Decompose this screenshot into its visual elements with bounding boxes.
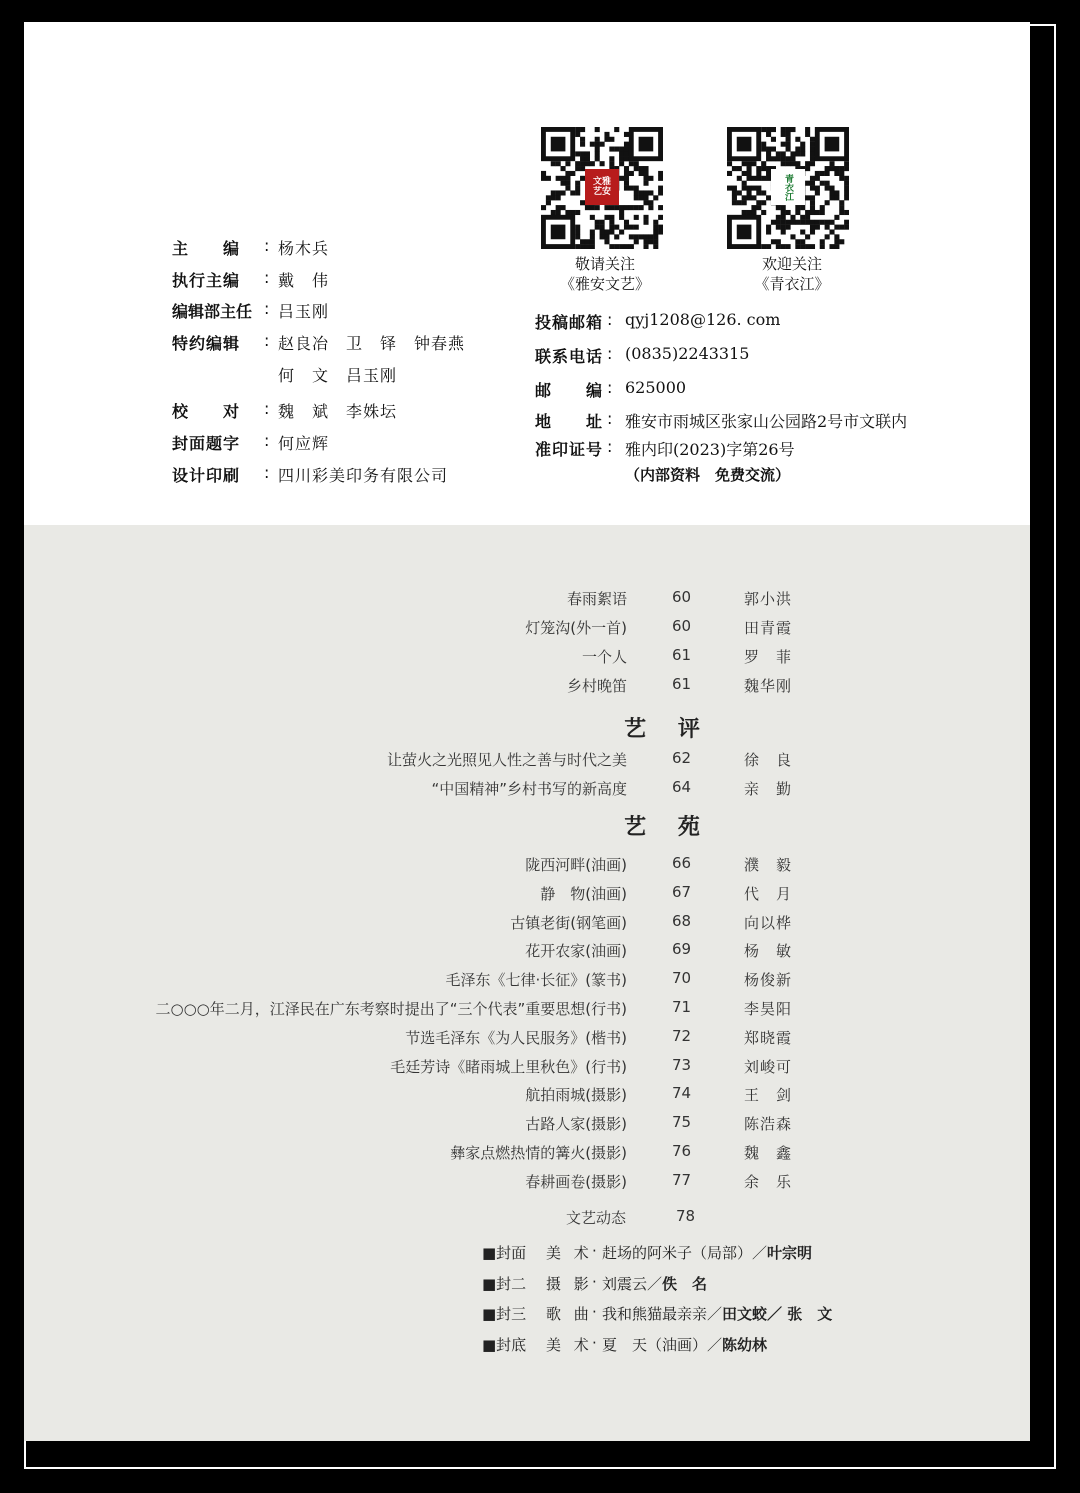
toc-item-author: 陈浩森 xyxy=(744,1115,793,1134)
separator: : xyxy=(607,437,613,456)
toc-item-title: 春雨絮语 xyxy=(566,590,627,608)
toc-item-page: 61 xyxy=(672,675,692,693)
phone-value: (0835)2243315 xyxy=(625,344,750,363)
toc-item-page: 76 xyxy=(672,1142,692,1160)
toc-item-page: 73 xyxy=(672,1055,692,1074)
toc-item-title: 灯笼沟(外一首) xyxy=(525,619,627,637)
toc-item-title: 一个人 xyxy=(581,648,627,666)
toc-item-page: 75 xyxy=(672,1113,692,1132)
toc-item-author: 向以桦 xyxy=(744,913,793,932)
toc-row[interactable] xyxy=(24,940,1030,962)
separator: : xyxy=(264,299,270,318)
cover-work: 我和熊猫最亲亲／田文蛟／ 张 文 xyxy=(602,1305,833,1323)
qingyijiang-logo: 青衣江 xyxy=(771,169,805,205)
staff-label: 特约编辑 xyxy=(172,334,241,353)
cover-work: 赶场的阿米子（局部）／叶宗明 xyxy=(602,1244,813,1262)
toc-item-author: 徐 良 xyxy=(744,751,793,769)
toc-row[interactable] xyxy=(24,1027,1030,1049)
qr-caption-line1: 欢迎关注 xyxy=(761,255,822,273)
toc-item-page: 69 xyxy=(672,940,692,959)
separator: : xyxy=(264,236,270,255)
toc-item-title: 二○○○年二月，江泽民在广东考察时提出了“三个代表”重要思想(行书) xyxy=(155,1000,627,1018)
toc-item-title: 彝家点燃热情的篝火(摄影) xyxy=(450,1144,627,1162)
staff-value: 魏 斌 李姝坛 xyxy=(278,402,398,421)
yaan-wenyi-logo: 文雅 艺安 xyxy=(585,169,619,205)
contact-label: 联系电话 xyxy=(535,347,604,366)
toc-item-author: 余 乐 xyxy=(744,1172,793,1191)
toc-item-page: 62 xyxy=(672,749,692,767)
toc-item-author: 王 剑 xyxy=(744,1086,793,1105)
separator: : xyxy=(607,378,613,397)
toc-item-title: 古路人家(摄影) xyxy=(525,1115,627,1134)
toc-item-author: 代 月 xyxy=(744,884,793,903)
section-heading-art-garden: 艺 苑 xyxy=(624,814,712,840)
separator: : xyxy=(264,399,270,418)
separator: : xyxy=(607,409,613,428)
toc-item-title: 乡村晚笛 xyxy=(566,677,627,695)
staff-value: 赵良冶 卫 铎 钟春燕 xyxy=(278,334,466,353)
toc-item-page: 60 xyxy=(672,588,692,606)
section-heading-art-review: 艺 评 xyxy=(624,716,712,742)
staff-value: 戴 伟 xyxy=(278,271,330,290)
toc-row[interactable] xyxy=(24,998,1030,1020)
separator: : xyxy=(607,344,613,363)
toc-item-title: 航拍雨城(摄影) xyxy=(525,1086,627,1105)
staff-value: 吕玉刚 xyxy=(278,302,330,321)
cover-category: 摄 影 xyxy=(546,1274,593,1293)
cover-category: 美 术 xyxy=(546,1244,593,1262)
toc-item-title: 古镇老街(钢笔画) xyxy=(510,913,627,932)
toc-item-title: 节选毛泽东《为人民服务》(楷书) xyxy=(405,1028,627,1047)
cover-label: ■封底 xyxy=(482,1335,527,1354)
toc-row[interactable] xyxy=(24,1171,1030,1193)
cover-dot: · xyxy=(592,1242,597,1260)
toc-item-author: 亲 勤 xyxy=(744,780,793,798)
toc-row[interactable] xyxy=(24,588,1030,610)
toc-item-page: 77 xyxy=(672,1170,692,1189)
permit-value: 雅内印(2023)字第26号 xyxy=(625,440,795,459)
separator: : xyxy=(264,431,270,450)
toc-item-author: 濮 毅 xyxy=(744,856,793,874)
toc-row[interactable] xyxy=(24,778,1030,800)
toc-item-author: 魏华刚 xyxy=(744,677,793,695)
cover-credit: 陈幼林 xyxy=(722,1335,768,1354)
toc-row[interactable] xyxy=(24,675,1030,697)
toc-row[interactable] xyxy=(24,749,1030,771)
cover-category: 美 术 xyxy=(546,1335,593,1354)
toc-item-author: 罗 菲 xyxy=(744,648,793,666)
contact-label: 地 址 xyxy=(535,412,604,431)
contact-label: 准印证号 xyxy=(535,440,604,459)
cover-credit: 叶宗明 xyxy=(767,1244,813,1262)
toc-item-page: 67 xyxy=(672,882,692,901)
cover-dot: · xyxy=(592,1303,597,1321)
staff-label: 设计印刷 xyxy=(172,466,241,485)
separator: : xyxy=(607,310,613,329)
cover-dot: · xyxy=(592,1272,597,1291)
toc-row[interactable] xyxy=(24,646,1030,668)
cover-label: ■封二 xyxy=(482,1274,527,1293)
toc-item-author: 杨 敏 xyxy=(744,942,793,961)
toc-item-page: 60 xyxy=(672,617,692,635)
staff-label: 执行主编 xyxy=(172,271,241,290)
toc-item-author: 李昊阳 xyxy=(744,1000,793,1018)
contact-label: 邮 编 xyxy=(535,381,604,400)
toc-row[interactable] xyxy=(24,912,1030,934)
staff-value: 何 文 吕玉刚 xyxy=(278,366,398,385)
cover-credit: 田文蛟／ 张 文 xyxy=(722,1305,833,1323)
toc-item-page: 78 xyxy=(676,1207,696,1225)
toc-row[interactable] xyxy=(24,1056,1030,1078)
toc-item-page: 72 xyxy=(672,1026,692,1045)
toc-item-author: 刘峻可 xyxy=(744,1057,793,1076)
toc-item-author: 田青霞 xyxy=(744,619,793,637)
toc-row[interactable] xyxy=(24,969,1030,991)
toc-item-page: 66 xyxy=(672,854,692,872)
toc-item-title: 花开农家(油画) xyxy=(525,942,627,961)
toc-item-title: 陇西河畔(油画) xyxy=(525,856,627,874)
magazine-page xyxy=(24,22,1030,1441)
staff-label: 校 对 xyxy=(172,402,241,421)
toc-item-page: 68 xyxy=(672,911,692,930)
cover-work: 夏 天（油画）／陈幼林 xyxy=(602,1335,768,1354)
toc-row[interactable] xyxy=(24,854,1030,876)
cover-dot: · xyxy=(592,1333,597,1352)
cover-label: ■封三 xyxy=(482,1305,527,1323)
toc-row[interactable] xyxy=(24,617,1030,639)
toc-item-title[interactable]: 文艺动态 xyxy=(566,1209,627,1227)
toc-item-page: 74 xyxy=(672,1084,692,1103)
toc-row[interactable] xyxy=(24,1142,1030,1164)
toc-item-page: 71 xyxy=(672,998,692,1016)
toc-item-author: 杨俊新 xyxy=(744,971,793,990)
toc-item-page: 61 xyxy=(672,646,692,664)
contact-label: 投稿邮箱 xyxy=(535,313,604,332)
qr-caption-line2: 《雅安文艺》 xyxy=(559,275,650,293)
toc-row[interactable] xyxy=(24,883,1030,905)
toc-item-title: 让萤火之光照见人性之善与时代之美 xyxy=(386,751,627,769)
separator: : xyxy=(264,331,270,350)
postcode-value: 625000 xyxy=(625,378,687,397)
toc-item-author: 郑晓霞 xyxy=(744,1028,793,1047)
cover-label: ■封面 xyxy=(482,1244,527,1262)
toc-item-title: 毛泽东《七律·长征》(篆书) xyxy=(445,971,627,990)
toc-item-author: 魏 鑫 xyxy=(744,1144,793,1162)
staff-label: 编辑部主任 xyxy=(172,302,253,321)
staff-value: 杨木兵 xyxy=(278,239,330,258)
toc-item-title: 静 物(油画) xyxy=(540,884,627,903)
staff-value: 何应辉 xyxy=(278,434,330,453)
qr-caption-line2: 《青衣江》 xyxy=(754,275,830,293)
address-value: 雅安市雨城区张家山公园路2号市文联内 xyxy=(625,412,908,431)
cover-work: 刘震云／佚 名 xyxy=(602,1274,708,1293)
table-of-contents xyxy=(24,22,1030,1441)
staff-label: 封面题字 xyxy=(172,434,241,453)
toc-item-title: 毛廷芳诗《睹雨城上里秋色》(行书) xyxy=(390,1057,627,1076)
toc-item-author: 郭小洪 xyxy=(744,590,793,608)
separator: : xyxy=(264,268,270,287)
staff-value: 四川彩美印务有限公司 xyxy=(278,466,449,485)
internal-note: （内部资料 免费交流） xyxy=(625,466,791,484)
toc-item-title: “中国精神”乡村书写的新高度 xyxy=(431,780,627,798)
email-value[interactable]: qyj1208@126. com xyxy=(625,310,781,329)
staff-label: 主 编 xyxy=(172,239,241,258)
toc-item-page: 70 xyxy=(672,969,692,988)
toc-item-page: 64 xyxy=(672,778,692,796)
toc-item-title: 春耕画卷(摄影) xyxy=(525,1172,627,1191)
separator: : xyxy=(264,463,270,482)
cover-credit: 佚 名 xyxy=(662,1274,708,1293)
toc-row[interactable] xyxy=(24,1113,1030,1135)
toc-row[interactable] xyxy=(24,1084,1030,1106)
cover-category: 歌 曲 xyxy=(546,1305,593,1323)
qr-caption-line1: 敬请关注 xyxy=(574,255,635,273)
